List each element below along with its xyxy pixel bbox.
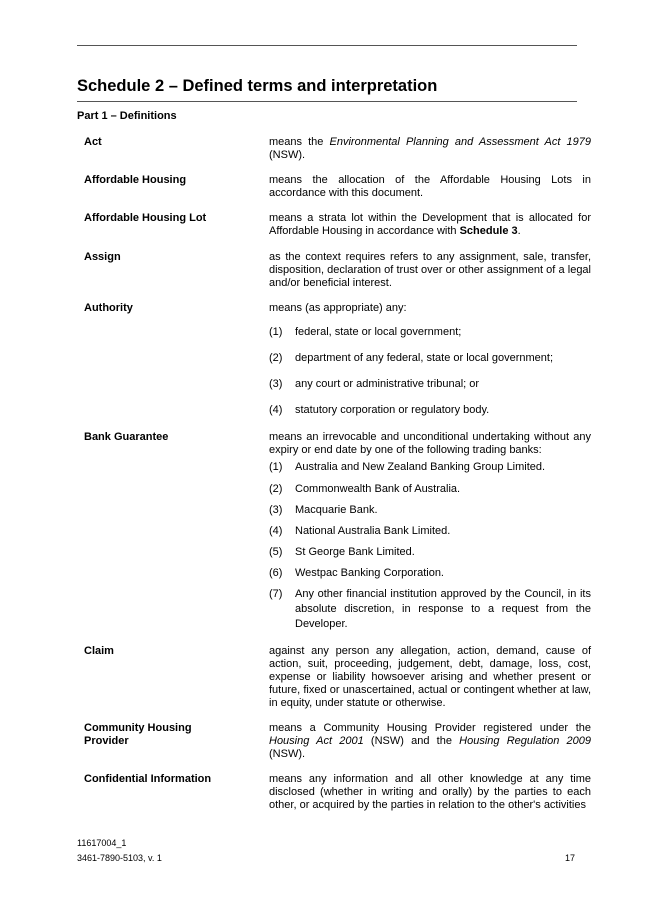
def-community-housing-provider: means a Community Housing Provider registered under the Housing Act 2001 (NSW) and the Housing Regulation 2009 (NSW). <box>269 722 591 760</box>
footer-doc-id: 11617004_1 <box>77 838 127 848</box>
def-confidential-information: means any information and all other knowledge at any time disclosed (whether in writing and orally) by the parties to each other, or acquired by the parties in relation to the other's activities <box>269 773 591 811</box>
term-affordable-housing: Affordable Housing <box>84 174 187 186</box>
term-bank-guarantee: Bank Guarantee <box>84 431 169 443</box>
page-number: 17 <box>565 853 576 863</box>
term-claim: Claim <box>84 645 114 657</box>
term-affordable-housing-lot: Affordable Housing Lot <box>84 212 207 224</box>
def-claim: against any person any allegation, action, demand, cause of action, suit, proceeding, judgement, debt, damage, loss, cost, expense or liability howsoever arising and whether present or future, fixed or unascertained, actual or contingent whether at law, in equity, under statute or otherwise. <box>269 645 591 709</box>
def-assign: as the context requires refers to any assignment, sale, transfer, disposition, declaration of trust over or other assignment of a legal and/or beneficial interest. <box>269 251 591 289</box>
header-rule <box>77 45 577 46</box>
page-title: Schedule 2 – Defined terms and interpretation <box>77 77 438 95</box>
def-authority: means (as appropriate) any: <box>269 302 407 314</box>
footer-ref: 3461-7890-5103, v. 1 <box>77 853 162 863</box>
def-affordable-housing-lot: means a strata lot within the Development that is allocated for Affordable Housing in accordance with Schedule 3. <box>269 212 591 237</box>
def-bank-guarantee: means an irrevocable and unconditional undertaking without any expiry or end date by one of the following trading banks: <box>269 431 591 456</box>
def-affordable-housing: means the allocation of the Affordable Housing Lots in accordance with this document. <box>269 174 591 199</box>
part-heading: Part 1 – Definitions <box>77 110 177 122</box>
term-act: Act <box>84 136 102 148</box>
term-confidential-information: Confidential Information <box>84 773 212 785</box>
term-assign: Assign <box>84 251 121 263</box>
def-act: means the Environmental Planning and Assessment Act 1979 (NSW). <box>269 136 592 161</box>
term-community-housing-provider: Community Housing Provider <box>84 722 192 747</box>
term-authority: Authority <box>84 302 133 314</box>
title-rule <box>77 101 577 102</box>
